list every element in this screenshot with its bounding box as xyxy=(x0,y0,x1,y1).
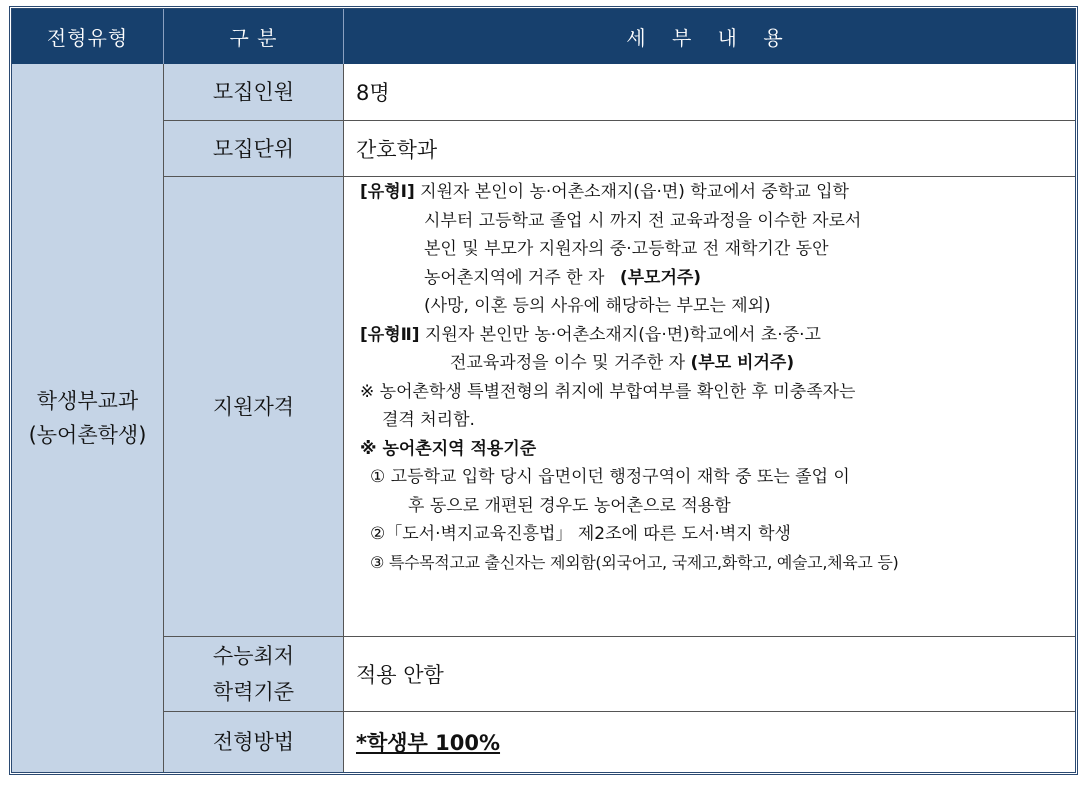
type1-text: 지원자 본인이 농·어촌소재지(읍·면) 학교에서 중학교 입학 xyxy=(420,182,849,202)
label-method xyxy=(164,712,344,772)
type2-text: 전교육과정을 이수 및 거주한 자 xyxy=(450,353,686,373)
value-recruit-unit xyxy=(344,121,1075,177)
type2-text: 지원자 본인만 농·어촌소재지(읍·면)학교에서 초·중·고 xyxy=(425,324,821,345)
type2-tag: [유형Ⅱ] xyxy=(360,324,420,345)
value-text: 8명 xyxy=(356,81,390,105)
value-text: 간호학과 xyxy=(356,137,438,162)
admission-type-sub: (농어촌학생) xyxy=(28,423,147,447)
value-min-score xyxy=(344,637,1075,712)
value-method xyxy=(344,712,1075,772)
label-text: 전형방법 xyxy=(212,730,295,754)
value-eligibility xyxy=(344,177,1075,637)
type2-line xyxy=(344,349,1075,378)
label-text: 지원자격 xyxy=(212,394,295,419)
header-type: 전형유형 xyxy=(12,9,164,64)
header-details: 세 부 내 용 xyxy=(344,9,1075,64)
note-text: ※ 농어촌학생 특별전형의 취지에 부합여부를 확인한 후 미충족자는 xyxy=(360,381,856,402)
admission-type-name: 학생부교과 xyxy=(36,389,139,413)
type2-bold: (부모 비거주) xyxy=(690,353,795,373)
type1-text: 시부터 고등학교 졸업 시 까지 전 교육과정을 이수한 자로서 xyxy=(424,210,862,231)
type1-text: 본인 및 부모가 지원자의 중·고등학교 전 재학기간 동안 xyxy=(424,239,829,259)
label-min-score xyxy=(164,637,344,712)
criteria-item: ③ 특수목적고교 출신자는 제외함(외국어고, 국제고,화학고, 예술고,체육고 등) xyxy=(370,552,899,572)
criteria-item: ① 고등학교 입학 당시 읍면이던 행정구역이 재학 중 또는 졸업 이 xyxy=(370,467,850,487)
value-text: *학생부 100% xyxy=(356,731,501,755)
type1-tag: [유형Ⅰ] xyxy=(360,182,415,202)
admission-table xyxy=(9,6,1078,775)
label-text: 모집인원 xyxy=(212,80,295,104)
type2-line xyxy=(344,321,1075,350)
admission-type-cell xyxy=(12,64,164,772)
type1-line xyxy=(344,264,1075,293)
value-recruit-count xyxy=(344,64,1075,121)
criteria-item: 후 동으로 개편된 경우도 농어촌으로 적용함 xyxy=(408,495,731,516)
label-text: 모집단위 xyxy=(212,136,295,161)
criteria-item: ②「도서·벽지교육진흥법」 제2조에 따른 도서·벽지 학생 xyxy=(370,524,791,544)
label-text: 수능최저 xyxy=(212,644,295,668)
label-recruit-count xyxy=(164,64,344,121)
note-text: 결격 처리함. xyxy=(382,410,475,430)
type1-text: 농어촌지역에 거주 한 자 xyxy=(424,267,605,288)
label-recruit-unit xyxy=(164,121,344,177)
label-text: 학력기준 xyxy=(212,680,295,704)
type1-bold: (부모거주) xyxy=(619,267,702,288)
header-category: 구 분 xyxy=(164,9,344,64)
label-eligibility xyxy=(164,177,344,637)
type1-line xyxy=(344,178,1075,207)
note-title: ※ 농어촌지역 적용기준 xyxy=(360,438,537,459)
type1-text: (사망, 이혼 등의 사유에 해당하는 부모는 제외) xyxy=(424,296,771,316)
value-text: 적용 안함 xyxy=(356,663,444,687)
